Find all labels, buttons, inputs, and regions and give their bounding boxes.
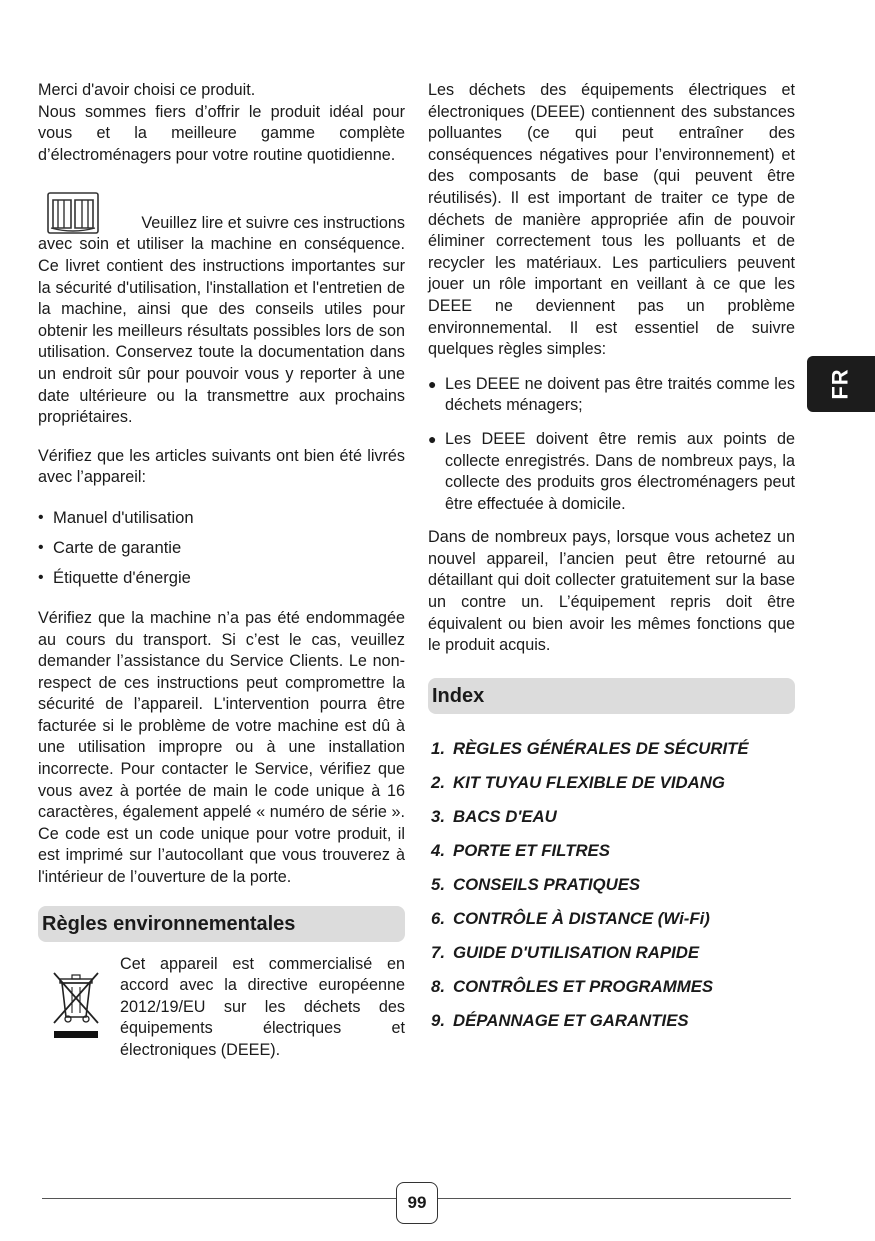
index-item[interactable]: 1. RÈGLES GÉNÉRALES DE SÉCURITÉ [431,738,749,758]
index-header [428,678,795,714]
weee-block [38,954,405,1062]
page-number: 99 [396,1182,438,1224]
language-tab-label: FR [827,368,853,400]
intro-thanks: Merci d'avoir choisi ce produit. [38,81,256,99]
weee-rules-list [428,374,795,516]
index-item[interactable]: 5. CONSEILS PRATIQUES [431,874,641,894]
round-bullet-icon: ● [428,375,437,392]
damage-text: Vérifiez que la machine n’a pas été endommagée au cours du transport. Si c’est le cas, veuillez demander l’assistance du Service Clients. Le non-respect de ces instructions peut compromettre la sécurité de l’appareil. L'intervention pourra être facturée si le problème de votre machine est dû à une utilisation impropre ou à une installation incorrecte. Pour contacter le Service, vérifiez que vous avez à portée de main le code unique à 16 caractères, également appelé « numéro de série ». Ce code est un code unique pour votre produit, il est imprimé sur l’autocollant que vous trouverez à l'intérieur de l’ouverture de la porte. [38,608,405,887]
left-column [38,80,405,1062]
notice-first-line: Veuillez lire et suivre ces instructions [141,213,405,232]
list-item: • Carte de garantie [38,533,405,563]
list-item: ● Les DEEE doivent être remis aux points de collecte enregistrés. Dans de nombreux pays, la collecte des produits gros électroménagers peut être effectuée à domicile. [428,429,795,515]
footer-divider-left [42,1198,396,1199]
round-bullet-icon: ● [428,430,437,447]
env-rules-header [38,906,405,942]
bullet-icon: • [38,538,44,556]
index-item[interactable]: 2. KIT TUYAU FLEXIBLE DE VIDANG [431,772,725,792]
index-item[interactable]: 6. CONTRÔLE À DISTANCE (Wi-Fi) [431,908,710,928]
intro-pride: Nous sommes fiers d’offrir le produit idéal pour vous et la meilleure gamme complète d’électroménagers pour votre routine quotidienne. [38,102,405,164]
list-item: • Étiquette d'énergie [38,563,405,593]
index-list [428,732,795,1038]
index-item[interactable]: 9. DÉPANNAGE ET GARANTIES [431,1010,689,1030]
weee-intro: Les déchets des équipements électriques et électroniques (DEEE) contiennent des substances polluantes (ce qui peut entraîner des conséquences négatives pour l’environnement) et des composants de base (qui peuvent être réutilisés). Il est important de traiter ce type de déchets de manière appropriée afin de pouvoir éliminer correctement tous les polluants et de recycler les matériaux. Les particuliers peuvent jouer un rôle important en veillant à ce que les DEEE ne deviennent pas un problème environnemental. Il est essentiel de suivre quelques règles simples: [428,81,795,359]
crossed-bin-icon [50,969,102,1039]
footer-divider-right [438,1198,791,1199]
book-icon [47,192,99,234]
right-column [428,80,795,1038]
bullet-icon: • [38,568,44,586]
index-item[interactable]: 7. GUIDE D'UTILISATION RAPIDE [431,942,700,962]
index-item[interactable]: 4. PORTE ET FILTRES [431,840,610,860]
verify-items-text: Vérifiez que les articles suivants ont bien été livrés avec l’appareil: [38,446,405,487]
index-item[interactable]: 3. BACS D'EAU [431,806,557,826]
language-tab [807,356,875,412]
read-instructions-notice [38,192,405,428]
index-title: Index [432,684,485,707]
list-item: • Manuel d'utilisation [38,503,405,533]
delivered-items-list [38,503,405,593]
weee-directive-text: Cet appareil est commercialisé en accord avec la directive européenne 2012/19/EU sur les déchets des équipements électriques et électroniques (DEEE). [120,954,405,1059]
return-text: Dans de nombreux pays, lorsque vous achetez un nouvel appareil, l’ancien peut être retourné au détaillant qui doit collecter gratuitement sur la base un contre un. L’équipement repris doit être équivalent ou bien avoir les mêmes fonctions que le produit acquis. [428,528,795,655]
index-item[interactable]: 8. CONTRÔLES ET PROGRAMMES [431,976,714,996]
bullet-icon: • [38,508,44,526]
notice-body: avec soin et utiliser la machine en conséquence. Ce livret contient des instructions importantes sur la sécurité d'utilisation, l'installation et l'entretien de la machine, ainsi que des conseils utiles pour obtenir les meilleurs résultats possibles lors de son utilisation. Conservez toute la documentation dans un endroit sûr pour pouvoir vous y reporter à une date ultérieure ou la transmettre aux prochains propriétaires. [38,235,405,427]
list-item: ● Les DEEE ne doivent pas être traités comme les déchets ménagers; [428,374,795,417]
env-rules-title: Règles environnementales [42,912,296,935]
